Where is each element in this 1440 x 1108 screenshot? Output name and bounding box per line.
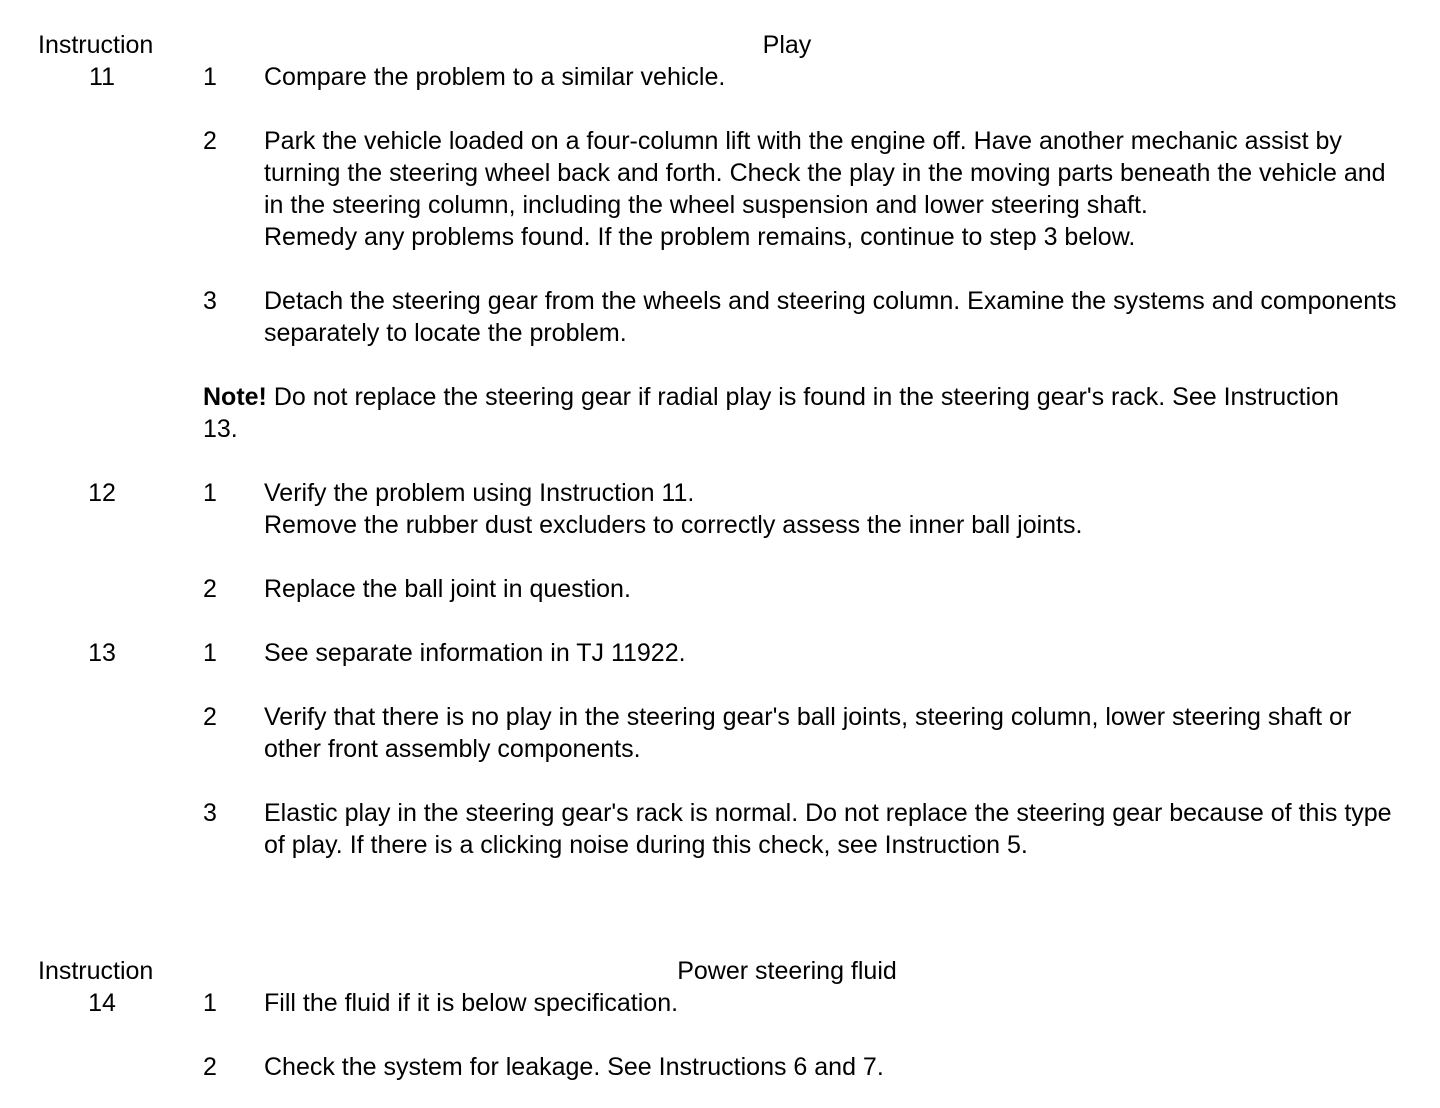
note-label: Note! [203,383,267,411]
step-number: 1 [203,479,217,507]
step-number: 2 [203,703,217,731]
instruction-column-label: Instruction [38,31,154,59]
step [0,797,1440,861]
step-number: 3 [203,799,217,827]
step-number: 1 [203,63,217,91]
step-text: Detach the steering gear from the wheels and steering column. Examine the systems and components separately to locate the problem. [264,287,1397,347]
step-text: Park the vehicle loaded on a four-column lift with the engine off. Have another mechanic assist by turning the steering wheel back and forth. Check the play in the moving parts beneath the vehicle and in the steering column, including the wheel suspension and lower steering shaft. [264,127,1386,219]
step [0,285,1440,349]
step-text: Fill the fluid if it is below specification. [264,989,679,1017]
step [0,573,1440,605]
step-text: Remove the rubber dust excluders to correctly assess the inner ball joints. [264,511,1083,539]
section-title: Power steering fluid [677,957,897,985]
step-text: Remedy any problems found. If the problem remains, continue to step 3 below. [264,223,1136,251]
instruction-13 [0,637,1440,861]
step-text: Check the system for leakage. See Instructions 6 and 7. [264,1053,884,1081]
section-header [0,29,1440,61]
step-text: Elastic play in the steering gear's rack is normal. Do not replace the steering gear because of this type of play. If there is a clicking noise during this check, see Instruction 5. [264,799,1392,859]
note-paragraph [203,381,1363,445]
instruction-column-label: Instruction [38,957,154,985]
section-power-steering-fluid [0,955,1440,1083]
step [0,125,1440,253]
step-text: Replace the ball joint in question. [264,575,631,603]
step [0,1051,1440,1083]
step-number: 2 [203,575,217,603]
section-title: Play [762,31,812,59]
step-text: Verify the problem using Instruction 11. [264,479,695,507]
instruction-12 [0,477,1440,605]
step-text: Compare the problem to a similar vehicle. [264,63,726,91]
step-number: 3 [203,287,217,315]
step-number: 2 [203,1053,217,1081]
step [0,987,1440,1019]
step [0,637,1440,669]
note-text: Do not replace the steering gear if radial play is found in the steering gear's rack. See Instruction 13. [203,383,1339,443]
instruction-number: 14 [88,989,116,1017]
step [0,477,1440,541]
section-header [0,955,1440,987]
instruction-number: 13 [88,639,116,667]
step-number: 2 [203,127,217,155]
step-text: See separate information in TJ 11922. [264,639,686,667]
step-number: 1 [203,989,217,1017]
step [0,61,1440,93]
section-play [0,29,1440,893]
instruction-11 [0,61,1440,445]
instruction-number: 11 [89,63,115,91]
step-text: Verify that there is no play in the steering gear's ball joints, steering column, lower steering shaft or other front assembly components. [264,703,1352,763]
step-number: 1 [203,639,217,667]
instruction-14 [0,987,1440,1083]
instruction-number: 12 [88,479,116,507]
step [0,701,1440,765]
